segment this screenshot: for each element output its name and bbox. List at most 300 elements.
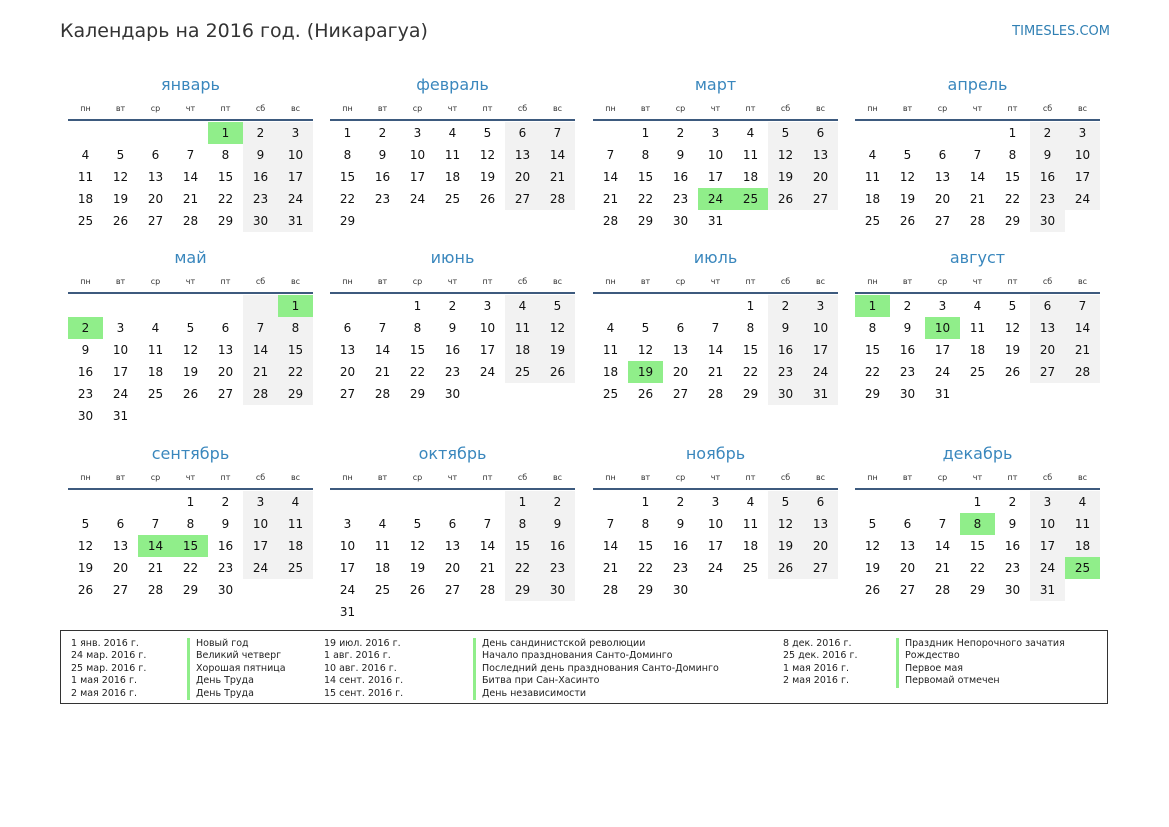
- day-cell: 31: [278, 210, 313, 232]
- day-cell: 29: [969, 583, 986, 597]
- month-divider: [855, 488, 1100, 490]
- day-cell: 22: [864, 365, 881, 379]
- day-cell: 11: [864, 170, 881, 184]
- weekday-label: ср: [150, 473, 161, 482]
- legend-row: [61, 675, 1101, 687]
- legend-row: [61, 663, 1101, 675]
- day-cell: 26: [182, 387, 199, 401]
- month-1: [68, 73, 313, 232]
- weekday-label: ср: [937, 104, 948, 113]
- day-cell: 20: [672, 365, 689, 379]
- day-cell: 28: [243, 383, 278, 405]
- weekday-header: [593, 102, 838, 115]
- day-cell: 29: [409, 387, 426, 401]
- weekday-header: [330, 471, 575, 484]
- day-cell: 30: [672, 583, 689, 597]
- day-cell: 24: [1065, 188, 1100, 210]
- day-cell: 25: [505, 361, 540, 383]
- day-cell: 6: [803, 122, 838, 144]
- day-cell: 25: [147, 387, 164, 401]
- day-cell: 9: [768, 317, 803, 339]
- weekday-label: пн: [867, 104, 878, 113]
- day-cell: 13: [1030, 317, 1065, 339]
- day-cell: 8: [641, 517, 650, 531]
- day-cell: 13: [339, 343, 356, 357]
- day-cell: 17: [479, 343, 496, 357]
- weekday-label: чт: [972, 473, 983, 482]
- day-cell: 22: [742, 365, 759, 379]
- day-cell: 30: [540, 579, 575, 601]
- day-cell: 19: [479, 170, 496, 184]
- day-cell: 17: [339, 561, 356, 575]
- weekday-label: чт: [447, 473, 458, 482]
- empty-cell: [68, 491, 103, 513]
- weekday-label: пт: [745, 473, 756, 482]
- legend-date: 1 мая 2016 г.: [71, 675, 137, 687]
- weekday-label: вс: [1077, 277, 1088, 286]
- day-cell: 23: [768, 361, 803, 383]
- holiday-day-cell: 14: [138, 535, 173, 557]
- day-cell: 1: [343, 126, 352, 140]
- legend-holiday-name: День независимости: [473, 688, 586, 700]
- day-cell: 21: [934, 561, 951, 575]
- days-grid: [593, 491, 838, 601]
- weekday-label: сб: [517, 104, 528, 113]
- day-cell: 23: [1030, 188, 1065, 210]
- brand-link[interactable]: TIMESLES.COM: [1012, 24, 1110, 39]
- weekday-header: [593, 275, 838, 288]
- day-cell: 30: [243, 210, 278, 232]
- days-grid: [330, 122, 575, 232]
- day-cell: 5: [768, 491, 803, 513]
- day-cell: 17: [934, 343, 951, 357]
- day-cell: 15: [339, 170, 356, 184]
- month-4: [855, 73, 1100, 232]
- weekday-header: [593, 471, 838, 484]
- day-cell: 10: [409, 148, 426, 162]
- day-cell: 3: [711, 126, 720, 140]
- weekday-label: вт: [640, 277, 651, 286]
- day-cell: 28: [969, 214, 986, 228]
- weekday-header: [68, 102, 313, 115]
- weekday-label: вс: [1077, 104, 1088, 113]
- day-cell: 16: [672, 539, 689, 553]
- day-cell: 18: [864, 192, 881, 206]
- day-cell: 17: [1065, 166, 1100, 188]
- day-cell: 17: [1030, 535, 1065, 557]
- day-cell: 29: [1004, 214, 1021, 228]
- weekday-label: пн: [80, 104, 91, 113]
- empty-cell: [103, 491, 138, 513]
- empty-cell: [365, 491, 400, 513]
- day-cell: 20: [444, 561, 461, 575]
- day-cell: 9: [243, 144, 278, 166]
- empty-cell: [663, 295, 698, 317]
- empty-cell: [68, 122, 103, 144]
- day-cell: 12: [479, 148, 496, 162]
- empty-cell: [365, 295, 400, 317]
- day-cell: 27: [339, 387, 356, 401]
- day-cell: 27: [934, 214, 951, 228]
- legend-holiday-name: Последний день празднования Санто-Доминго: [473, 663, 719, 675]
- day-cell: 1: [186, 495, 195, 509]
- day-cell: 22: [339, 192, 356, 206]
- days-grid: [68, 295, 313, 427]
- day-cell: 10: [479, 321, 496, 335]
- day-cell: 24: [479, 365, 496, 379]
- weekday-label: пн: [80, 277, 91, 286]
- month-divider: [68, 488, 313, 490]
- weekday-label: вс: [552, 277, 563, 286]
- day-cell: 22: [637, 192, 654, 206]
- day-cell: 9: [1008, 517, 1017, 531]
- day-cell: 6: [221, 321, 230, 335]
- days-grid: [68, 491, 313, 601]
- day-cell: 19: [112, 192, 129, 206]
- weekday-header: [68, 471, 313, 484]
- day-cell: 30: [1030, 210, 1065, 232]
- day-cell: 16: [444, 343, 461, 357]
- day-cell: 7: [540, 122, 575, 144]
- weekday-label: ср: [412, 277, 423, 286]
- day-cell: 16: [1004, 539, 1021, 553]
- empty-cell: [925, 491, 960, 513]
- day-cell: 21: [540, 166, 575, 188]
- day-cell: 12: [899, 170, 916, 184]
- day-cell: 14: [602, 539, 619, 553]
- weekday-label: пн: [867, 277, 878, 286]
- weekday-label: вт: [902, 473, 913, 482]
- day-cell: 25: [742, 561, 759, 575]
- day-cell: 15: [864, 343, 881, 357]
- month-name: август: [949, 248, 1006, 267]
- legend-date: 15 сент. 2016 г.: [324, 687, 404, 699]
- day-cell: 1: [641, 495, 650, 509]
- day-cell: 28: [540, 188, 575, 210]
- weekday-label: сб: [780, 277, 791, 286]
- day-cell: 20: [339, 365, 356, 379]
- month-name: январь: [161, 75, 220, 94]
- day-cell: 2: [1008, 495, 1017, 509]
- weekday-label: пн: [867, 473, 878, 482]
- day-cell: 18: [147, 365, 164, 379]
- day-cell: 17: [707, 170, 724, 184]
- weekday-label: вс: [815, 104, 826, 113]
- day-cell: 15: [1004, 170, 1021, 184]
- day-cell: 22: [637, 561, 654, 575]
- day-cell: 12: [182, 343, 199, 357]
- weekday-label: ср: [675, 277, 686, 286]
- day-cell: 5: [413, 517, 422, 531]
- month-divider: [855, 119, 1100, 121]
- day-cell: 5: [483, 126, 492, 140]
- weekday-header: [855, 275, 1100, 288]
- holiday-day-cell: 19: [628, 361, 663, 383]
- day-cell: 7: [1065, 295, 1100, 317]
- day-cell: 2: [540, 491, 575, 513]
- month-name: июнь: [430, 248, 475, 267]
- legend-holiday-name: Первомай отмечен: [896, 675, 1000, 687]
- day-cell: 20: [899, 561, 916, 575]
- holiday-day-cell: 24: [698, 188, 733, 210]
- day-cell: 1: [973, 495, 982, 509]
- day-cell: 16: [899, 343, 916, 357]
- day-cell: 6: [151, 148, 160, 162]
- day-cell: 5: [641, 321, 650, 335]
- day-cell: 6: [505, 122, 540, 144]
- day-cell: 21: [479, 561, 496, 575]
- day-cell: 22: [217, 192, 234, 206]
- weekday-label: ср: [150, 104, 161, 113]
- month-10: [330, 442, 575, 623]
- weekday-label: пт: [482, 277, 493, 286]
- weekday-label: вс: [552, 473, 563, 482]
- day-cell: 14: [540, 144, 575, 166]
- weekday-label: пн: [605, 104, 616, 113]
- weekday-label: пн: [80, 473, 91, 482]
- day-cell: 7: [186, 148, 195, 162]
- day-cell: 15: [409, 343, 426, 357]
- day-cell: 21: [707, 365, 724, 379]
- day-cell: 25: [374, 583, 391, 597]
- empty-cell: [138, 491, 173, 513]
- weekday-label: чт: [710, 473, 721, 482]
- weekday-label: вт: [640, 473, 651, 482]
- day-cell: 3: [1065, 122, 1100, 144]
- month-divider: [855, 292, 1100, 294]
- day-cell: 16: [217, 539, 234, 553]
- weekday-label: вт: [377, 473, 388, 482]
- weekday-label: сб: [255, 277, 266, 286]
- day-cell: 9: [81, 343, 90, 357]
- day-cell: 29: [278, 383, 313, 405]
- day-cell: 18: [278, 535, 313, 557]
- legend-date: 1 авг. 2016 г.: [324, 650, 391, 662]
- day-cell: 11: [374, 539, 391, 553]
- weekday-label: вт: [902, 104, 913, 113]
- weekday-label: вт: [115, 277, 126, 286]
- day-cell: 31: [707, 214, 724, 228]
- day-cell: 25: [444, 192, 461, 206]
- legend-holiday-name: Хорошая пятница: [187, 663, 286, 675]
- empty-cell: [628, 295, 663, 317]
- day-cell: 25: [864, 214, 881, 228]
- day-cell: 16: [672, 170, 689, 184]
- day-cell: 15: [742, 343, 759, 357]
- day-cell: 13: [505, 144, 540, 166]
- day-cell: 9: [903, 321, 912, 335]
- day-cell: 21: [969, 192, 986, 206]
- day-cell: 2: [378, 126, 387, 140]
- day-cell: 10: [1030, 513, 1065, 535]
- weekday-label: пн: [342, 277, 353, 286]
- weekday-label: ср: [412, 104, 423, 113]
- day-cell: 13: [899, 539, 916, 553]
- day-cell: 8: [343, 148, 352, 162]
- day-cell: 10: [1065, 144, 1100, 166]
- weekday-label: вс: [552, 104, 563, 113]
- day-cell: 22: [278, 361, 313, 383]
- day-cell: 14: [969, 170, 986, 184]
- day-cell: 12: [768, 144, 803, 166]
- page-title: Календарь на 2016 год. (Никарагуа): [60, 20, 428, 42]
- day-cell: 31: [339, 605, 356, 619]
- weekday-label: вс: [290, 473, 301, 482]
- empty-cell: [243, 295, 278, 317]
- day-cell: 16: [243, 166, 278, 188]
- weekday-label: сб: [1042, 473, 1053, 482]
- day-cell: 2: [448, 299, 457, 313]
- month-name: май: [174, 248, 207, 267]
- day-cell: 23: [672, 561, 689, 575]
- day-cell: 3: [483, 299, 492, 313]
- day-cell: 15: [637, 170, 654, 184]
- day-cell: 24: [707, 561, 724, 575]
- weekday-label: вт: [115, 473, 126, 482]
- day-cell: 31: [112, 409, 129, 423]
- weekday-label: чт: [185, 473, 196, 482]
- month-divider: [68, 292, 313, 294]
- weekday-label: пт: [220, 104, 231, 113]
- weekday-label: пт: [220, 473, 231, 482]
- day-cell: 24: [112, 387, 129, 401]
- day-cell: 26: [112, 214, 129, 228]
- empty-cell: [103, 295, 138, 317]
- weekday-label: ср: [150, 277, 161, 286]
- empty-cell: [698, 295, 733, 317]
- day-cell: 20: [1030, 339, 1065, 361]
- day-cell: 16: [77, 365, 94, 379]
- day-cell: 27: [112, 583, 129, 597]
- day-cell: 31: [803, 383, 838, 405]
- month-name: февраль: [416, 75, 489, 94]
- day-cell: 25: [602, 387, 619, 401]
- day-cell: 5: [903, 148, 912, 162]
- empty-cell: [593, 122, 628, 144]
- day-cell: 29: [182, 583, 199, 597]
- legend-row: [61, 688, 1101, 700]
- day-cell: 7: [938, 517, 947, 531]
- day-cell: 6: [448, 517, 457, 531]
- day-cell: 18: [505, 339, 540, 361]
- weekday-label: пт: [745, 277, 756, 286]
- day-cell: 12: [77, 539, 94, 553]
- day-cell: 19: [540, 339, 575, 361]
- day-cell: 13: [444, 539, 461, 553]
- weekday-label: вт: [377, 104, 388, 113]
- day-cell: 6: [938, 148, 947, 162]
- legend-holiday-name: Первое мая: [896, 663, 963, 675]
- month-name: октябрь: [418, 444, 487, 463]
- day-cell: 30: [672, 214, 689, 228]
- day-cell: 14: [707, 343, 724, 357]
- day-cell: 16: [374, 170, 391, 184]
- weekday-label: вт: [377, 277, 388, 286]
- day-cell: 12: [1004, 321, 1021, 335]
- legend-holiday-name: День Труда: [187, 675, 254, 687]
- day-cell: 15: [217, 170, 234, 184]
- weekday-label: пт: [745, 104, 756, 113]
- weekday-header: [330, 102, 575, 115]
- legend-row: [61, 650, 1101, 662]
- day-cell: 21: [147, 561, 164, 575]
- weekday-label: вт: [640, 104, 651, 113]
- day-cell: 30: [217, 583, 234, 597]
- legend-date: 2 мая 2016 г.: [783, 675, 849, 687]
- day-cell: 10: [803, 317, 838, 339]
- month-name: сентябрь: [151, 444, 230, 463]
- day-cell: 5: [768, 122, 803, 144]
- day-cell: 6: [676, 321, 685, 335]
- day-cell: 4: [505, 295, 540, 317]
- day-cell: 13: [803, 513, 838, 535]
- month-name: июль: [693, 248, 738, 267]
- day-cell: 19: [768, 166, 803, 188]
- day-cell: 18: [742, 170, 759, 184]
- legend-date: 1 янв. 2016 г.: [71, 638, 139, 649]
- days-grid: [855, 122, 1100, 232]
- legend-date: 2 мая 2016 г.: [71, 687, 137, 699]
- weekday-label: сб: [1042, 104, 1053, 113]
- day-cell: 14: [479, 539, 496, 553]
- day-cell: 1: [505, 491, 540, 513]
- weekday-label: вс: [1077, 473, 1088, 482]
- empty-cell: [208, 295, 243, 317]
- day-cell: 12: [768, 513, 803, 535]
- day-cell: 4: [746, 126, 755, 140]
- month-3: [593, 73, 838, 232]
- day-cell: 10: [112, 343, 129, 357]
- day-cell: 24: [278, 188, 313, 210]
- legend-date: 25 мар. 2016 г.: [71, 662, 147, 674]
- day-cell: 15: [637, 539, 654, 553]
- day-cell: 9: [1030, 144, 1065, 166]
- day-cell: 18: [742, 539, 759, 553]
- day-cell: 9: [221, 517, 230, 531]
- day-cell: 2: [243, 122, 278, 144]
- legend-holiday-name: Рождество: [896, 650, 960, 662]
- day-cell: 2: [221, 495, 230, 509]
- legend-holiday-name: Начало празднования Санто-Доминго: [473, 650, 673, 662]
- day-cell: 12: [112, 170, 129, 184]
- empty-cell: [173, 122, 208, 144]
- legend-holiday-name: Битва при Сан-Хасинто: [473, 675, 599, 687]
- days-grid: [68, 122, 313, 232]
- day-cell: 14: [1065, 317, 1100, 339]
- day-cell: 20: [147, 192, 164, 206]
- day-cell: 26: [768, 557, 803, 579]
- day-cell: 1: [746, 299, 755, 313]
- weekday-label: сб: [517, 473, 528, 482]
- day-cell: 27: [444, 583, 461, 597]
- weekday-label: пн: [342, 473, 353, 482]
- day-cell: 20: [934, 192, 951, 206]
- day-cell: 15: [505, 535, 540, 557]
- day-cell: 7: [606, 148, 615, 162]
- day-cell: 23: [540, 557, 575, 579]
- day-cell: 14: [374, 343, 391, 357]
- day-cell: 16: [768, 339, 803, 361]
- month-11: [593, 442, 838, 601]
- day-cell: 8: [746, 321, 755, 335]
- legend-date: 10 авг. 2016 г.: [324, 662, 397, 674]
- day-cell: 24: [803, 361, 838, 383]
- day-cell: 4: [1065, 491, 1100, 513]
- empty-cell: [103, 122, 138, 144]
- weekday-label: пт: [482, 104, 493, 113]
- day-cell: 27: [803, 557, 838, 579]
- day-cell: 9: [448, 321, 457, 335]
